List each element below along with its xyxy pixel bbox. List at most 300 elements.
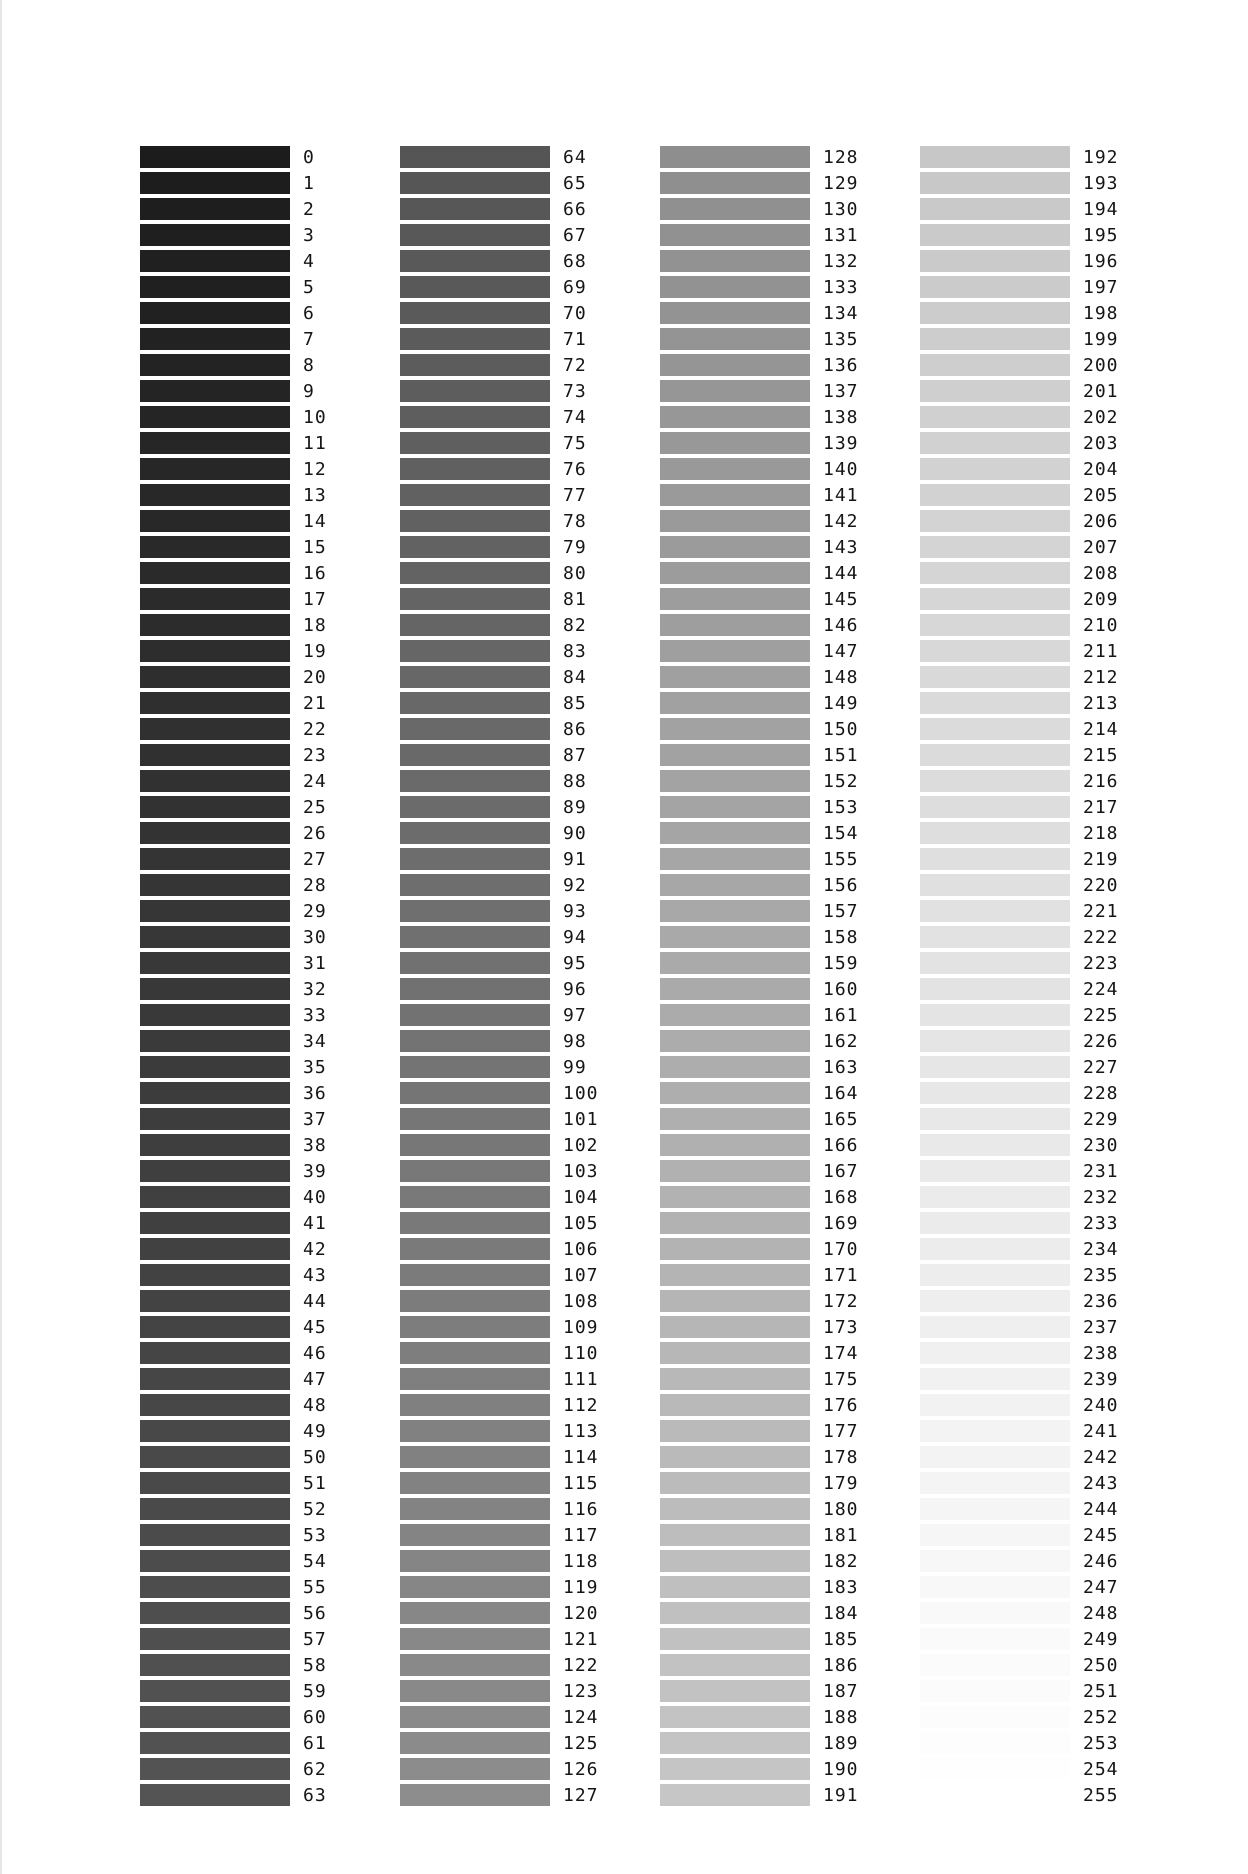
gray-swatch-115: [400, 1472, 550, 1496]
gray-row-231: [920, 1160, 1248, 1186]
gray-value-label-19: 19: [303, 641, 327, 662]
gray-value-label-128: 128: [823, 147, 859, 168]
gray-swatch-103: [400, 1160, 550, 1184]
gray-row-255: [920, 1784, 1248, 1810]
gray-value-label-100: 100: [563, 1083, 599, 1104]
gray-row-228: [920, 1082, 1248, 1108]
gray-swatch-20: [140, 666, 290, 690]
gray-value-label-213: 213: [1083, 693, 1119, 714]
gray-swatch-60: [140, 1706, 290, 1730]
gray-swatch-251: [920, 1680, 1070, 1704]
gray-swatch-160: [660, 978, 810, 1002]
gray-swatch-235: [920, 1264, 1070, 1288]
gray-swatch-178: [660, 1446, 810, 1470]
gray-value-label-198: 198: [1083, 303, 1119, 324]
gray-value-label-220: 220: [1083, 875, 1119, 896]
gray-swatch-254: [920, 1758, 1070, 1782]
gray-swatch-98: [400, 1030, 550, 1054]
gray-swatch-24: [140, 770, 290, 794]
gray-swatch-229: [920, 1108, 1070, 1132]
gray-swatch-146: [660, 614, 810, 638]
gray-value-label-180: 180: [823, 1499, 859, 1520]
gray-row-195: [920, 224, 1248, 250]
gray-swatch-166: [660, 1134, 810, 1158]
gray-value-label-178: 178: [823, 1447, 859, 1468]
gray-row-196: [920, 250, 1248, 276]
gray-swatch-244: [920, 1498, 1070, 1522]
gray-swatch-164: [660, 1082, 810, 1106]
gray-row-243: [920, 1472, 1248, 1498]
gray-swatch-149: [660, 692, 810, 716]
gray-value-label-166: 166: [823, 1135, 859, 1156]
gray-swatch-1: [140, 172, 290, 196]
gray-value-label-82: 82: [563, 615, 587, 636]
gray-value-label-149: 149: [823, 693, 859, 714]
gray-value-label-17: 17: [303, 589, 327, 610]
gray-swatch-97: [400, 1004, 550, 1028]
gray-swatch-147: [660, 640, 810, 664]
gray-value-label-71: 71: [563, 329, 587, 350]
gray-swatch-230: [920, 1134, 1070, 1158]
gray-swatch-27: [140, 848, 290, 872]
gray-row-201: [920, 380, 1248, 406]
gray-value-label-167: 167: [823, 1161, 859, 1182]
gray-value-label-10: 10: [303, 407, 327, 428]
gray-value-label-151: 151: [823, 745, 859, 766]
gray-value-label-67: 67: [563, 225, 587, 246]
gray-swatch-156: [660, 874, 810, 898]
gray-value-label-117: 117: [563, 1525, 599, 1546]
gray-swatch-238: [920, 1342, 1070, 1366]
gray-value-label-179: 179: [823, 1473, 859, 1494]
gray-value-label-143: 143: [823, 537, 859, 558]
gray-value-label-195: 195: [1083, 225, 1119, 246]
gray-row-252: [920, 1706, 1248, 1732]
gray-value-label-240: 240: [1083, 1395, 1119, 1416]
gray-value-label-8: 8: [303, 355, 315, 376]
gray-swatch-176: [660, 1394, 810, 1418]
gray-value-label-75: 75: [563, 433, 587, 454]
gray-row-226: [920, 1030, 1248, 1056]
gray-swatch-199: [920, 328, 1070, 352]
gray-swatch-41: [140, 1212, 290, 1236]
gray-swatch-109: [400, 1316, 550, 1340]
gray-value-label-22: 22: [303, 719, 327, 740]
gray-swatch-228: [920, 1082, 1070, 1106]
gray-value-label-113: 113: [563, 1421, 599, 1442]
gray-swatch-121: [400, 1628, 550, 1652]
gray-swatch-216: [920, 770, 1070, 794]
gray-swatch-6: [140, 302, 290, 326]
gray-row-238: [920, 1342, 1248, 1368]
gray-value-label-201: 201: [1083, 381, 1119, 402]
gray-value-label-251: 251: [1083, 1681, 1119, 1702]
gray-value-label-87: 87: [563, 745, 587, 766]
gray-swatch-177: [660, 1420, 810, 1444]
gray-swatch-158: [660, 926, 810, 950]
gray-value-label-144: 144: [823, 563, 859, 584]
gray-value-label-199: 199: [1083, 329, 1119, 350]
gray-value-label-211: 211: [1083, 641, 1119, 662]
gray-value-label-6: 6: [303, 303, 315, 324]
gray-value-label-228: 228: [1083, 1083, 1119, 1104]
gray-value-label-76: 76: [563, 459, 587, 480]
gray-value-label-218: 218: [1083, 823, 1119, 844]
gray-value-label-49: 49: [303, 1421, 327, 1442]
gray-swatch-213: [920, 692, 1070, 716]
gray-value-label-80: 80: [563, 563, 587, 584]
gray-swatch-253: [920, 1732, 1070, 1756]
gray-value-label-163: 163: [823, 1057, 859, 1078]
gray-value-label-95: 95: [563, 953, 587, 974]
gray-row-204: [920, 458, 1248, 484]
gray-value-label-92: 92: [563, 875, 587, 896]
gray-value-label-106: 106: [563, 1239, 599, 1260]
gray-swatch-131: [660, 224, 810, 248]
gray-row-192: [920, 146, 1248, 172]
gray-value-label-34: 34: [303, 1031, 327, 1052]
gray-swatch-220: [920, 874, 1070, 898]
gray-swatch-34: [140, 1030, 290, 1054]
gray-swatch-63: [140, 1784, 290, 1808]
gray-row-245: [920, 1524, 1248, 1550]
gray-value-label-121: 121: [563, 1629, 599, 1650]
gray-swatch-95: [400, 952, 550, 976]
gray-value-label-72: 72: [563, 355, 587, 376]
gray-value-label-118: 118: [563, 1551, 599, 1572]
gray-row-222: [920, 926, 1248, 952]
gray-row-197: [920, 276, 1248, 302]
gray-swatch-82: [400, 614, 550, 638]
gray-swatch-190: [660, 1758, 810, 1782]
gray-value-label-98: 98: [563, 1031, 587, 1052]
gray-value-label-7: 7: [303, 329, 315, 350]
gray-swatch-31: [140, 952, 290, 976]
gray-value-label-216: 216: [1083, 771, 1119, 792]
gray-swatch-181: [660, 1524, 810, 1548]
gray-value-label-243: 243: [1083, 1473, 1119, 1494]
gray-value-label-74: 74: [563, 407, 587, 428]
gray-row-219: [920, 848, 1248, 874]
gray-value-label-73: 73: [563, 381, 587, 402]
gray-value-label-84: 84: [563, 667, 587, 688]
gray-swatch-69: [400, 276, 550, 300]
gray-swatch-139: [660, 432, 810, 456]
gray-swatch-29: [140, 900, 290, 924]
gray-swatch-68: [400, 250, 550, 274]
gray-row-203: [920, 432, 1248, 458]
gray-value-label-131: 131: [823, 225, 859, 246]
gray-row-232: [920, 1186, 1248, 1212]
gray-swatch-77: [400, 484, 550, 508]
gray-value-label-12: 12: [303, 459, 327, 480]
gray-swatch-21: [140, 692, 290, 716]
gray-value-label-112: 112: [563, 1395, 599, 1416]
gray-swatch-61: [140, 1732, 290, 1756]
gray-value-label-14: 14: [303, 511, 327, 532]
gray-swatch-150: [660, 718, 810, 742]
gray-value-label-133: 133: [823, 277, 859, 298]
gray-row-213: [920, 692, 1248, 718]
gray-swatch-195: [920, 224, 1070, 248]
gray-value-label-66: 66: [563, 199, 587, 220]
gray-value-label-235: 235: [1083, 1265, 1119, 1286]
gray-swatch-73: [400, 380, 550, 404]
gray-row-240: [920, 1394, 1248, 1420]
gray-swatch-128: [660, 146, 810, 170]
gray-value-label-101: 101: [563, 1109, 599, 1130]
gray-swatch-185: [660, 1628, 810, 1652]
gray-value-label-184: 184: [823, 1603, 859, 1624]
gray-swatch-83: [400, 640, 550, 664]
gray-row-241: [920, 1420, 1248, 1446]
gray-value-label-248: 248: [1083, 1603, 1119, 1624]
gray-swatch-104: [400, 1186, 550, 1210]
gray-swatch-59: [140, 1680, 290, 1704]
gray-swatch-242: [920, 1446, 1070, 1470]
gray-value-label-122: 122: [563, 1655, 599, 1676]
gray-value-label-189: 189: [823, 1733, 859, 1754]
gray-value-label-254: 254: [1083, 1759, 1119, 1780]
gray-swatch-47: [140, 1368, 290, 1392]
gray-swatch-148: [660, 666, 810, 690]
gray-swatch-107: [400, 1264, 550, 1288]
gray-value-label-83: 83: [563, 641, 587, 662]
gray-value-label-5: 5: [303, 277, 315, 298]
gray-value-label-45: 45: [303, 1317, 327, 1338]
gray-value-label-221: 221: [1083, 901, 1119, 922]
gray-value-label-159: 159: [823, 953, 859, 974]
gray-value-label-25: 25: [303, 797, 327, 818]
gray-swatch-123: [400, 1680, 550, 1704]
gray-value-label-109: 109: [563, 1317, 599, 1338]
gray-value-label-236: 236: [1083, 1291, 1119, 1312]
gray-swatch-0: [140, 146, 290, 170]
gray-row-194: [920, 198, 1248, 224]
gray-swatch-224: [920, 978, 1070, 1002]
gray-row-246: [920, 1550, 1248, 1576]
gray-swatch-81: [400, 588, 550, 612]
gray-row-220: [920, 874, 1248, 900]
gray-value-label-215: 215: [1083, 745, 1119, 766]
gray-swatch-93: [400, 900, 550, 924]
gray-value-label-127: 127: [563, 1785, 599, 1806]
gray-swatch-116: [400, 1498, 550, 1522]
gray-swatch-86: [400, 718, 550, 742]
gray-row-236: [920, 1290, 1248, 1316]
gray-swatch-152: [660, 770, 810, 794]
gray-row-217: [920, 796, 1248, 822]
gray-swatch-210: [920, 614, 1070, 638]
gray-value-label-241: 241: [1083, 1421, 1119, 1442]
gray-row-242: [920, 1446, 1248, 1472]
gray-value-label-33: 33: [303, 1005, 327, 1026]
gray-value-label-60: 60: [303, 1707, 327, 1728]
gray-swatch-5: [140, 276, 290, 300]
gray-value-label-48: 48: [303, 1395, 327, 1416]
gray-value-label-155: 155: [823, 849, 859, 870]
gray-swatch-42: [140, 1238, 290, 1262]
gray-swatch-187: [660, 1680, 810, 1704]
gray-value-label-214: 214: [1083, 719, 1119, 740]
gray-swatch-106: [400, 1238, 550, 1262]
gray-value-label-44: 44: [303, 1291, 327, 1312]
gray-row-239: [920, 1368, 1248, 1394]
gray-value-label-3: 3: [303, 225, 315, 246]
gray-row-218: [920, 822, 1248, 848]
gray-swatch-125: [400, 1732, 550, 1756]
gray-swatch-137: [660, 380, 810, 404]
gray-swatch-113: [400, 1420, 550, 1444]
gray-value-label-39: 39: [303, 1161, 327, 1182]
gray-swatch-13: [140, 484, 290, 508]
gray-swatch-192: [920, 146, 1070, 170]
gray-swatch-118: [400, 1550, 550, 1574]
gray-value-label-32: 32: [303, 979, 327, 1000]
gray-value-label-186: 186: [823, 1655, 859, 1676]
gray-value-label-55: 55: [303, 1577, 327, 1598]
gray-swatch-204: [920, 458, 1070, 482]
gray-swatch-28: [140, 874, 290, 898]
gray-value-label-150: 150: [823, 719, 859, 740]
gray-swatch-100: [400, 1082, 550, 1106]
gray-swatch-71: [400, 328, 550, 352]
gray-value-label-18: 18: [303, 615, 327, 636]
gray-value-label-135: 135: [823, 329, 859, 350]
gray-swatch-237: [920, 1316, 1070, 1340]
gray-value-label-105: 105: [563, 1213, 599, 1234]
gray-row-229: [920, 1108, 1248, 1134]
gray-value-label-134: 134: [823, 303, 859, 324]
gray-swatch-105: [400, 1212, 550, 1236]
gray-value-label-152: 152: [823, 771, 859, 792]
gray-swatch-161: [660, 1004, 810, 1028]
gray-swatch-10: [140, 406, 290, 430]
gray-swatch-174: [660, 1342, 810, 1366]
gray-row-210: [920, 614, 1248, 640]
gray-swatch-223: [920, 952, 1070, 976]
gray-value-label-172: 172: [823, 1291, 859, 1312]
gray-value-label-9: 9: [303, 381, 315, 402]
gray-value-label-41: 41: [303, 1213, 327, 1234]
gray-swatch-143: [660, 536, 810, 560]
gray-value-label-146: 146: [823, 615, 859, 636]
gray-value-label-130: 130: [823, 199, 859, 220]
gray-swatch-3: [140, 224, 290, 248]
gray-value-label-165: 165: [823, 1109, 859, 1130]
gray-swatch-162: [660, 1030, 810, 1054]
gray-row-200: [920, 354, 1248, 380]
gray-value-label-138: 138: [823, 407, 859, 428]
gray-swatch-89: [400, 796, 550, 820]
gray-value-label-210: 210: [1083, 615, 1119, 636]
gray-value-label-234: 234: [1083, 1239, 1119, 1260]
gray-swatch-67: [400, 224, 550, 248]
gray-swatch-207: [920, 536, 1070, 560]
gray-row-250: [920, 1654, 1248, 1680]
gray-value-label-174: 174: [823, 1343, 859, 1364]
gray-swatch-165: [660, 1108, 810, 1132]
gray-value-label-89: 89: [563, 797, 587, 818]
gray-swatch-154: [660, 822, 810, 846]
gray-value-label-157: 157: [823, 901, 859, 922]
gray-value-label-253: 253: [1083, 1733, 1119, 1754]
gray-swatch-226: [920, 1030, 1070, 1054]
gray-swatch-52: [140, 1498, 290, 1522]
gray-value-label-238: 238: [1083, 1343, 1119, 1364]
gray-value-label-173: 173: [823, 1317, 859, 1338]
gray-value-label-59: 59: [303, 1681, 327, 1702]
gray-row-206: [920, 510, 1248, 536]
gray-value-label-46: 46: [303, 1343, 327, 1364]
gray-swatch-108: [400, 1290, 550, 1314]
gray-swatch-72: [400, 354, 550, 378]
gray-swatch-255: [920, 1784, 1070, 1808]
gray-swatch-200: [920, 354, 1070, 378]
gray-value-label-4: 4: [303, 251, 315, 272]
gray-swatch-189: [660, 1732, 810, 1756]
gray-row-208: [920, 562, 1248, 588]
gray-swatch-112: [400, 1394, 550, 1418]
gray-value-label-203: 203: [1083, 433, 1119, 454]
gray-value-label-160: 160: [823, 979, 859, 1000]
gray-row-212: [920, 666, 1248, 692]
gray-swatch-127: [400, 1784, 550, 1808]
gray-swatch-191: [660, 1784, 810, 1808]
gray-swatch-141: [660, 484, 810, 508]
gray-swatch-39: [140, 1160, 290, 1184]
gray-value-label-40: 40: [303, 1187, 327, 1208]
gray-value-label-63: 63: [303, 1785, 327, 1806]
gray-swatch-198: [920, 302, 1070, 326]
gray-value-label-126: 126: [563, 1759, 599, 1780]
gray-value-label-175: 175: [823, 1369, 859, 1390]
gray-swatch-78: [400, 510, 550, 534]
gray-swatch-75: [400, 432, 550, 456]
gray-swatch-66: [400, 198, 550, 222]
gray-swatch-163: [660, 1056, 810, 1080]
gray-swatch-227: [920, 1056, 1070, 1080]
gray-swatch-12: [140, 458, 290, 482]
gray-swatch-57: [140, 1628, 290, 1652]
gray-value-label-183: 183: [823, 1577, 859, 1598]
gray-swatch-159: [660, 952, 810, 976]
gray-value-label-208: 208: [1083, 563, 1119, 584]
gray-swatch-167: [660, 1160, 810, 1184]
gray-value-label-197: 197: [1083, 277, 1119, 298]
gray-value-label-190: 190: [823, 1759, 859, 1780]
gray-value-label-202: 202: [1083, 407, 1119, 428]
gray-swatch-182: [660, 1550, 810, 1574]
gray-value-label-23: 23: [303, 745, 327, 766]
gray-value-label-91: 91: [563, 849, 587, 870]
gray-row-209: [920, 588, 1248, 614]
gray-swatch-202: [920, 406, 1070, 430]
gray-swatch-30: [140, 926, 290, 950]
gray-value-label-230: 230: [1083, 1135, 1119, 1156]
gray-column-4: [920, 146, 1248, 1810]
gray-value-label-61: 61: [303, 1733, 327, 1754]
gray-swatch-58: [140, 1654, 290, 1678]
gray-row-199: [920, 328, 1248, 354]
gray-swatch-17: [140, 588, 290, 612]
gray-value-label-79: 79: [563, 537, 587, 558]
gray-value-label-124: 124: [563, 1707, 599, 1728]
gray-value-label-58: 58: [303, 1655, 327, 1676]
gray-value-label-162: 162: [823, 1031, 859, 1052]
gray-swatch-36: [140, 1082, 290, 1106]
gray-swatch-9: [140, 380, 290, 404]
